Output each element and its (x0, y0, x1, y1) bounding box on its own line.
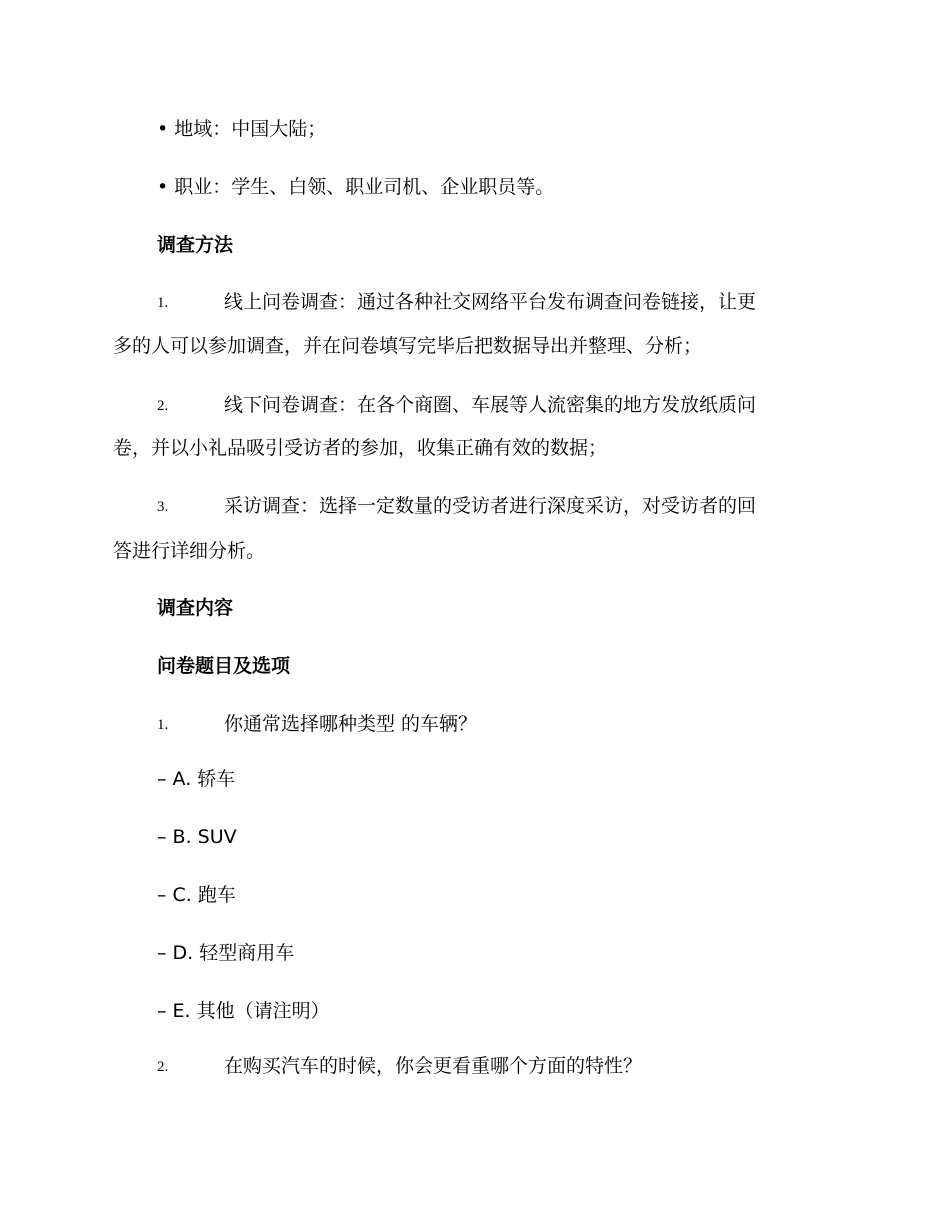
method-3-line1: 采访调查：选择一定数量的受访者进行深度采访，对受访者的回 (224, 495, 757, 517)
bullet-occupation: • 职业：学生、白领、职业司机、企业职员等。 (157, 176, 555, 198)
bullet-region: • 地域：中国大陆； (157, 118, 327, 140)
method-1-line2: 多的人可以参加调查，并在问卷填写完毕后把数据导出并整理、分析； (113, 335, 703, 357)
method-1-line1: 线上问卷调查：通过各种社交网络平台发布调查问卷链接，让更 (224, 291, 757, 313)
question-1-option-a: – A. 轿车 (157, 768, 236, 790)
method-number-3: 3. (157, 499, 169, 515)
question-number-1: 1. (157, 717, 169, 733)
section-heading-method: 调查方法 (157, 234, 234, 256)
question-1-option-b: – B. SUV (157, 826, 237, 848)
method-2-line1: 线下问卷调查：在各个商圈、车展等人流密集的地方发放纸质问 (224, 394, 757, 416)
question-1-text: 你通常选择哪种类型 的车辆？ (224, 713, 478, 735)
method-number-2: 2. (157, 398, 169, 414)
section-heading-questions: 问卷题目及选项 (157, 655, 291, 677)
question-1-option-d: – D. 轻型商用车 (157, 942, 295, 964)
section-heading-content: 调查内容 (157, 597, 234, 619)
method-number-1: 1. (157, 295, 169, 311)
question-1-option-c: – C. 跑车 (157, 884, 236, 906)
method-3-line2: 答进行详细分析。 (113, 540, 266, 562)
question-2-text: 在购买汽车的时候，你会更看重哪个方面的特性？ (224, 1055, 643, 1077)
question-1-option-e: – E. 其他（请注明） (157, 1000, 330, 1022)
question-number-2: 2. (157, 1059, 169, 1075)
method-2-line2: 卷，并以小礼品吸引受访者的参加，收集正确有效的数据； (113, 437, 608, 459)
